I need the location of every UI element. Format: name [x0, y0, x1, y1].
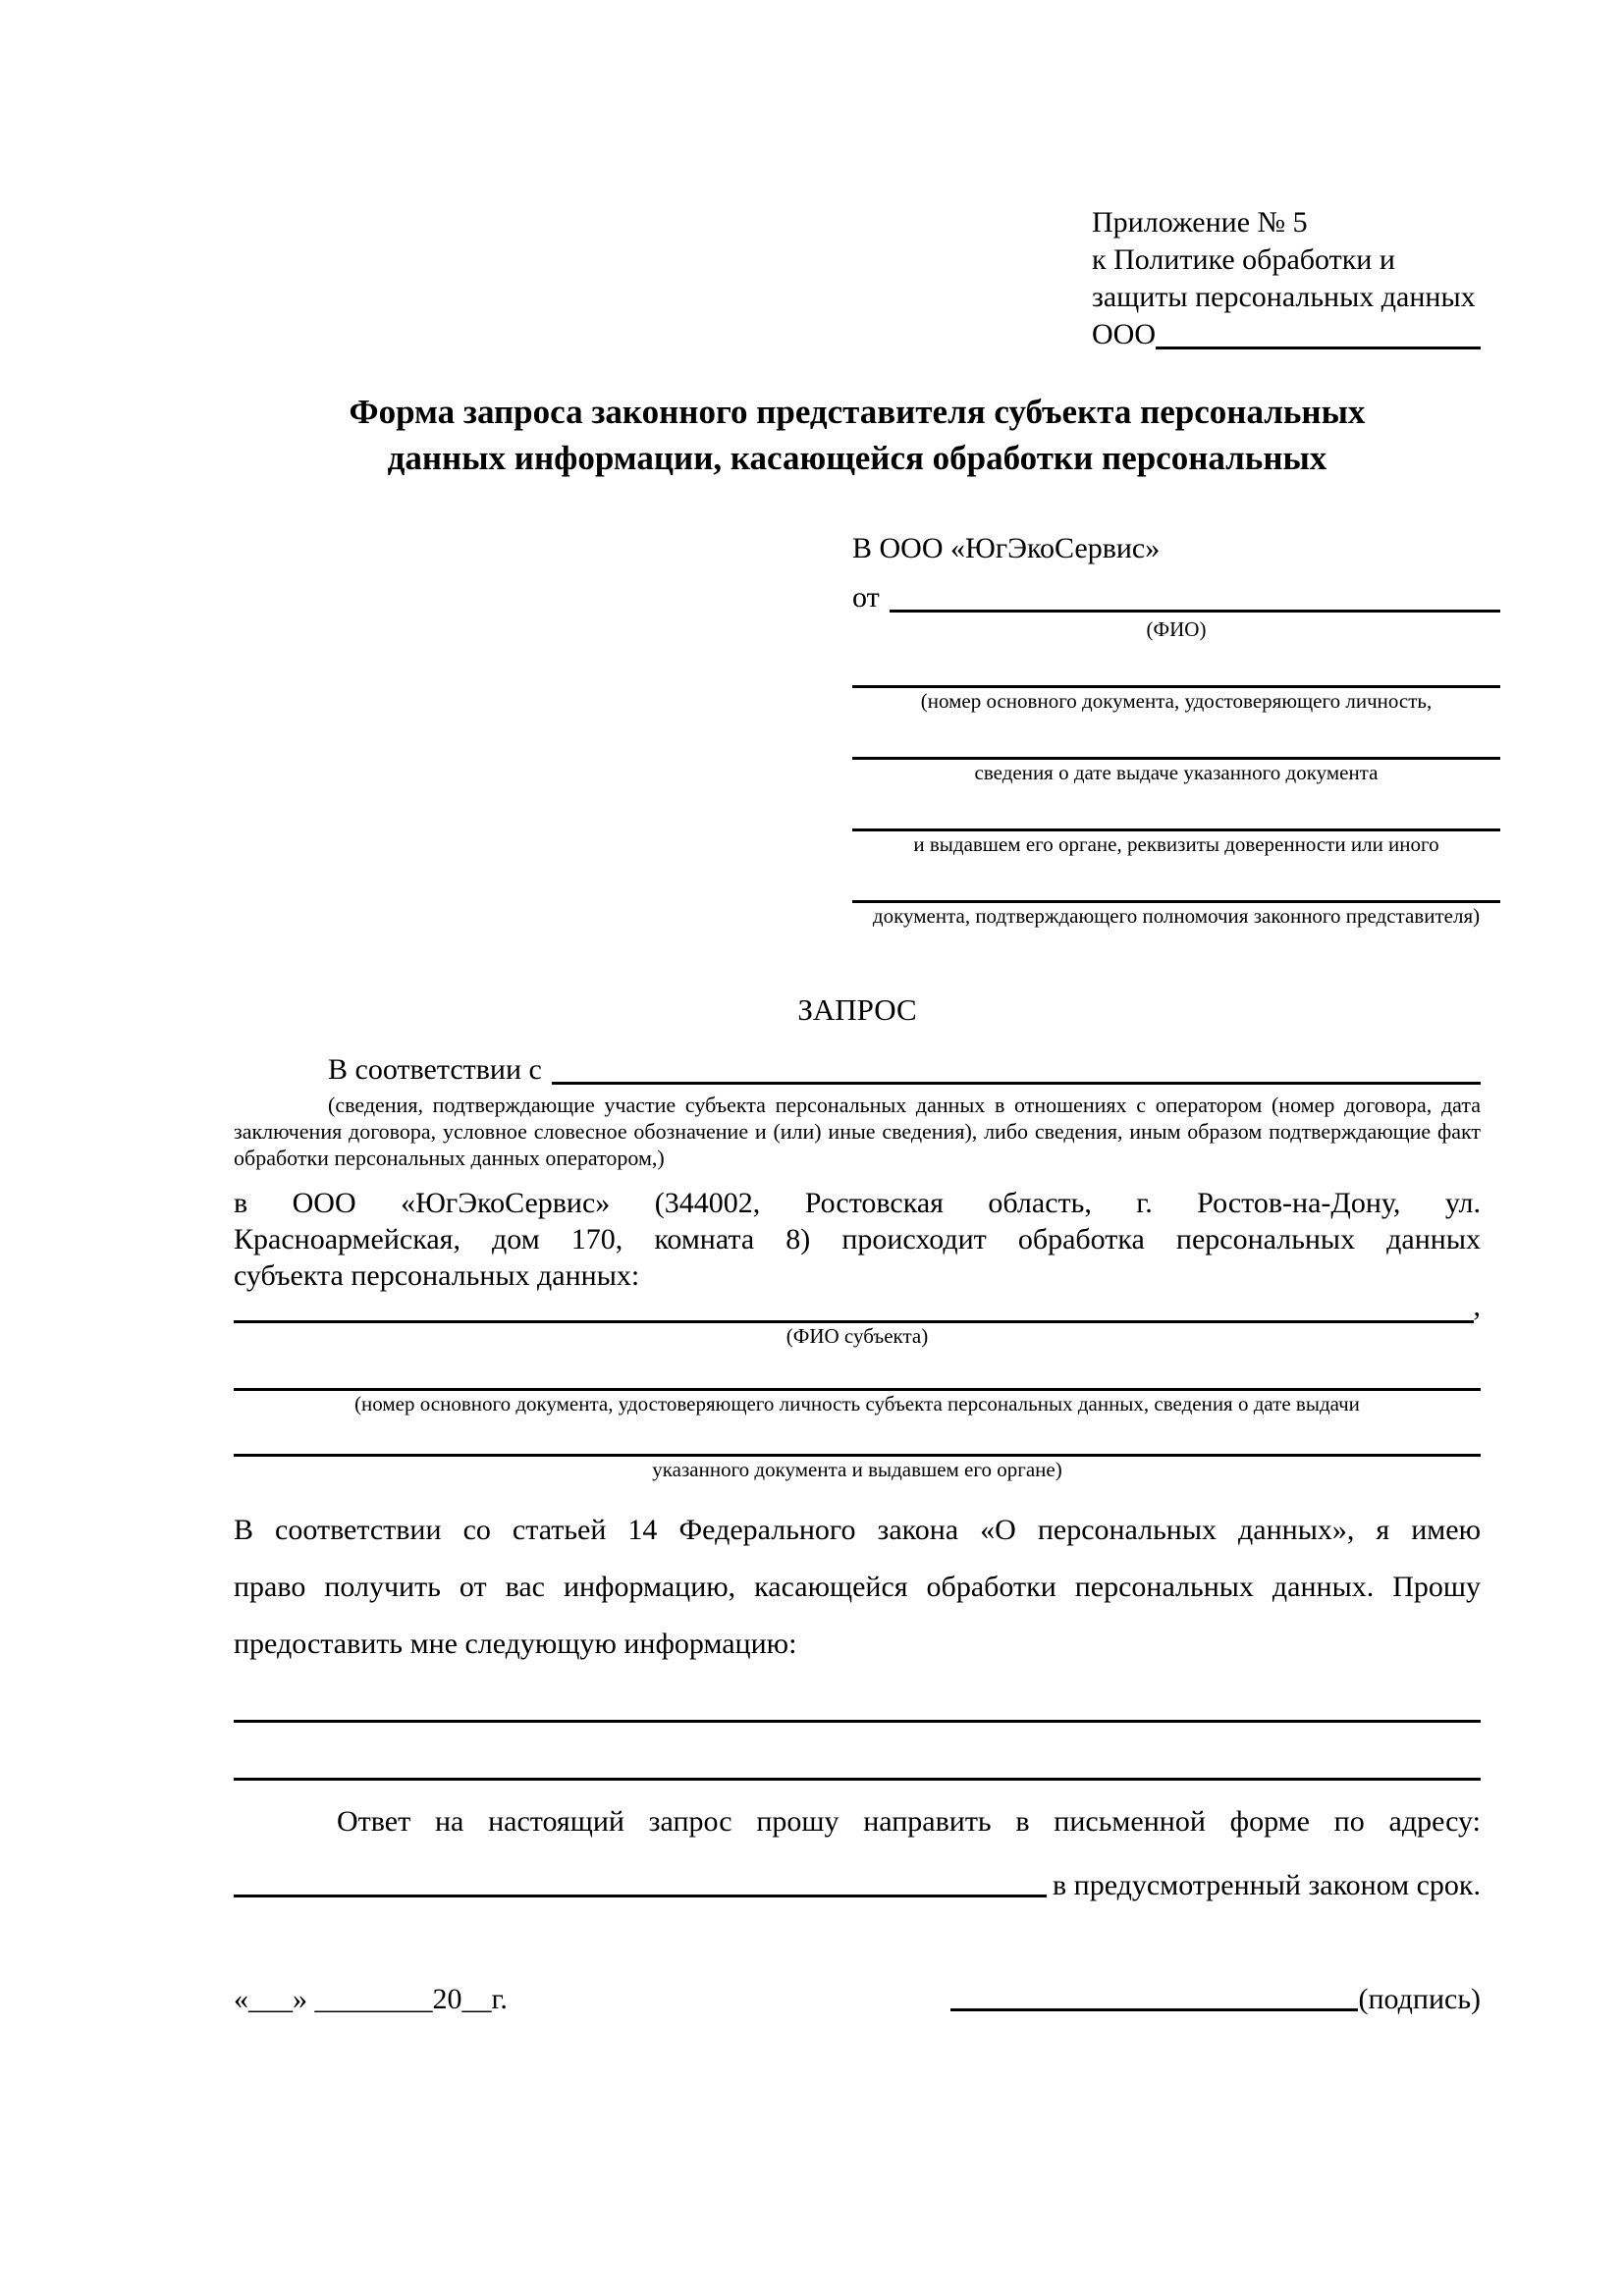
trailing-comma: ,: [1473, 1290, 1481, 1322]
subject-name-row: [234, 1290, 1481, 1323]
doc-issue-date-blank-field[interactable]: [852, 714, 1500, 760]
annex-note-line: защиты персональных данных: [1092, 281, 1476, 313]
from-label: от: [852, 581, 880, 614]
fine-print-line: обработки персональных данных оператором,): [234, 1146, 665, 1170]
from-line: [852, 579, 1500, 616]
subject-doc-caption: (номер основного документа, удостоверяющего личность субъекта персональных данных, сведения о дате выдачи: [354, 1392, 1360, 1415]
addressee-company: В ООО «ЮгЭкоСервис»: [852, 532, 1161, 564]
reply-paragraph-suffix: в предусмотренный законом срок.: [1053, 1869, 1481, 1901]
request-heading: ЗАПРОС: [797, 992, 917, 1027]
reply-address-blank-field[interactable]: [234, 1895, 1047, 1897]
fio-caption: (ФИО): [1146, 617, 1207, 641]
operator-paragraph-line: в ООО «ЮгЭкоСервис» (344002, Ростовская область, г. Ростов-на-Дону, ул.: [234, 1187, 1481, 1219]
annex-note-line: к Политике обработки и: [1092, 243, 1395, 276]
field-caption: документа, подтверждающего полномочия законного представителя): [872, 904, 1481, 928]
annex-note-line: Приложение № 5: [1092, 206, 1308, 239]
relation-evidence-blank-field[interactable]: [552, 1050, 1481, 1085]
statement-line: В соответствии со статьей 14 Федерального закона «О персональных данных», я имею: [234, 1514, 1481, 1546]
representative-name-blank-field[interactable]: [890, 579, 1500, 613]
annex-note: [1092, 204, 1481, 353]
company-name-blank-field[interactable]: [1156, 347, 1481, 349]
form-title: [234, 389, 1481, 481]
form-title-line: данных информации, касающейся обработки персональных: [387, 439, 1327, 477]
subject-fio-caption: (ФИО субъекта): [785, 1324, 929, 1348]
statement-line: предоставить мне следующую информацию:: [234, 1628, 797, 1660]
statement-paragraph: [234, 1502, 1481, 1673]
field-caption: и выдавшем его органе, реквизиты доверенности или иного: [913, 832, 1439, 856]
addressee-block: [852, 530, 1500, 929]
reply-paragraph-line: Ответ на настоящий запрос прошу направить в письменной форме по адресу:: [337, 1805, 1481, 1838]
form-title-line: Форма запроса законного представителя субъекта персональных: [349, 393, 1366, 431]
date-blank-line[interactable]: «___» ________20__г.: [234, 1983, 508, 2015]
reply-address-row: [234, 1848, 1481, 1902]
company-name-line: [1092, 316, 1481, 353]
statement-line: право получить от вас информацию, касающейся обработки персональных данных. Прошу: [234, 1571, 1481, 1603]
subject-doc-issuer-caption: указанного документа и выдавшем его органе): [652, 1458, 1062, 1481]
signature-blank-field[interactable]: [950, 2008, 1358, 2011]
accordance-label: В соответствии с: [328, 1053, 542, 1086]
fine-print-line: заключения договора, условное словесное обозначение и (или) иные сведения), либо сведения, иным образом подтверждающие факт: [234, 1119, 1481, 1144]
footer-row: [234, 1973, 1481, 2016]
field-caption: (номер основного документа, удостоверяющего личность,: [920, 689, 1433, 713]
signature-caption: (подпись): [1358, 1983, 1481, 2015]
fine-print-note: [234, 1092, 1481, 1171]
ooo-label: ООО: [1092, 318, 1156, 350]
requested-info-blank-field[interactable]: [234, 1673, 1481, 1723]
authority-doc-blank-field[interactable]: [852, 857, 1500, 903]
field-caption: сведения о дате выдаче указанного документа: [974, 761, 1379, 784]
operator-paragraph-line: субъекта персональных данных:: [234, 1259, 640, 1292]
fine-print-line: (сведения, подтверждающие участие субъекта персональных данных в отношениях с оператором (номер договора, дата: [328, 1093, 1481, 1117]
signature-group: [950, 1983, 1481, 2016]
subject-doc-issuer-blank-field[interactable]: [234, 1416, 1481, 1457]
operator-paragraph-line: Красноармейская, дом 170, комната 8) происходит обработка персональных данных: [234, 1223, 1481, 1255]
accordance-line: [234, 1050, 1481, 1090]
representative-doc-blank-field[interactable]: [852, 642, 1500, 688]
subject-doc-blank-field[interactable]: [234, 1349, 1481, 1391]
doc-issuer-blank-field[interactable]: [852, 785, 1500, 831]
requested-info-blank-field[interactable]: [234, 1723, 1481, 1781]
operator-paragraph: [234, 1185, 1481, 1294]
